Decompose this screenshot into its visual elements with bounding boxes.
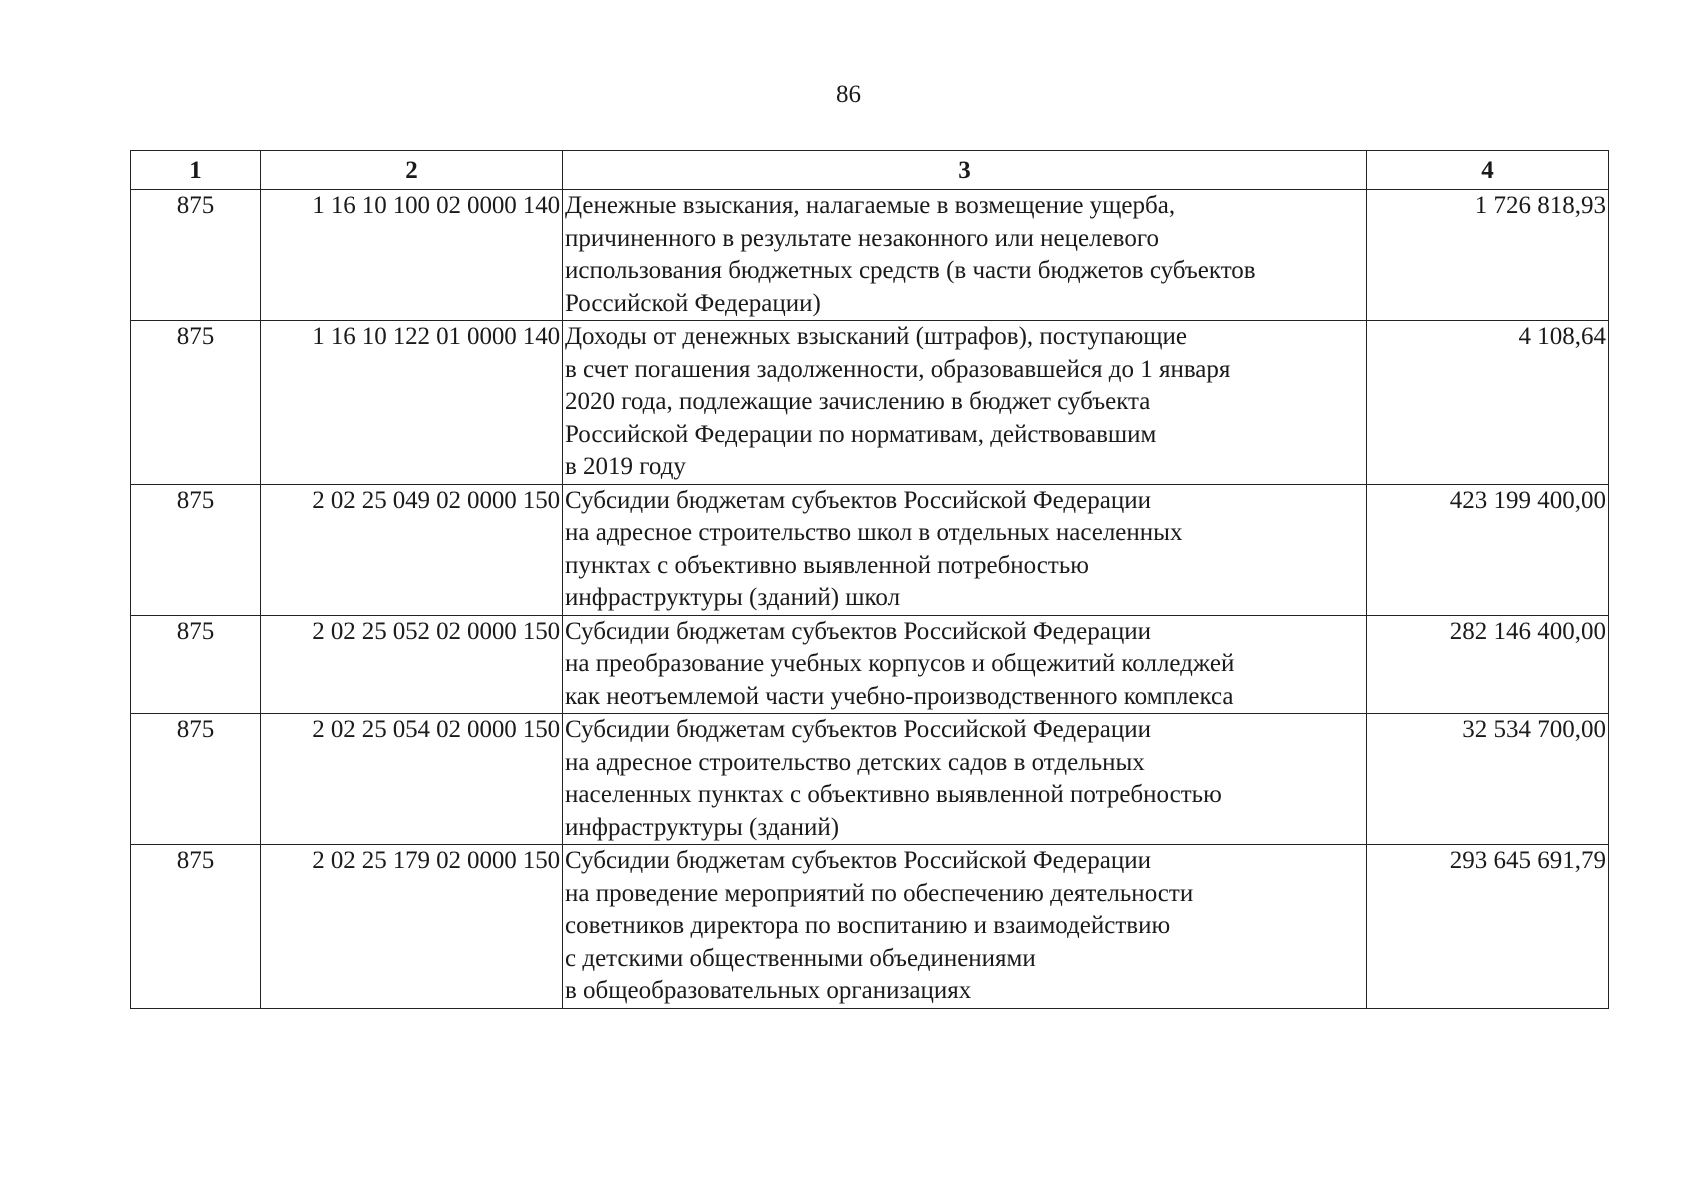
column-header-3: 3 [563, 151, 1367, 190]
revenue-name-line: как неотъемлемой части учебно-производственного комплекса [565, 682, 1234, 710]
revenue-name-line: Российской Федерации по нормативам, действовавшим [565, 420, 1157, 448]
column-header-1: 1 [131, 151, 261, 190]
budget-code-cell: 2 02 25 049 02 0000 150 [261, 484, 563, 615]
budget-code-cell: 2 02 25 052 02 0000 150 [261, 615, 563, 714]
admin-code-cell: 875 [131, 190, 261, 321]
admin-code-cell: 875 [131, 714, 261, 845]
revenue-name-cell [563, 190, 1367, 321]
revenue-name-line: на адресное строительство детских садов в отдельных [565, 748, 1145, 776]
revenue-name-line: Денежные взыскания, налагаемые в возмещение ущерба, [565, 192, 1176, 219]
revenue-name-line: Доходы от денежных взысканий (штрафов), поступающие [565, 323, 1187, 350]
table-row [131, 714, 1609, 845]
revenue-name-line: инфраструктуры (зданий) школ [565, 584, 901, 611]
revenue-name-line: Субсидии бюджетам субъектов Российской Федерации [565, 716, 1151, 743]
revenue-name-line: с детскими общественными объединениями [565, 944, 1036, 972]
table-row [131, 484, 1609, 615]
column-header-2: 2 [261, 151, 563, 190]
revenue-name-line: в общеобразовательных организациях [565, 977, 972, 1004]
amount-cell: 293 645 691,79 [1367, 845, 1609, 1009]
revenue-name-line: в счет погашения задолженности, образовавшейся до 1 января [565, 355, 1231, 383]
budget-code-cell: 1 16 10 122 01 0000 140 [261, 321, 563, 485]
amount-cell: 4 108,64 [1367, 321, 1609, 485]
table-row [131, 845, 1609, 1009]
revenue-name-line: населенных пунктах с объективно выявленной потребностью [565, 781, 1222, 808]
revenue-name-line: на проведение мероприятий по обеспечению деятельности [565, 879, 1194, 907]
revenue-name-line: 2020 года, подлежащие зачислению в бюджет субъекта [565, 388, 1151, 415]
amount-cell: 423 199 400,00 [1367, 484, 1609, 615]
revenue-name-cell [563, 615, 1367, 714]
revenue-name-cell [563, 845, 1367, 1009]
revenue-name-line: советников директора по воспитанию и взаимодействию [565, 912, 1171, 939]
revenue-name-line: инфраструктуры (зданий) [565, 813, 840, 841]
revenue-name-line: Субсидии бюджетам субъектов Российской Федерации [565, 617, 1151, 645]
revenue-name-line: Субсидии бюджетам субъектов Российской Федерации [565, 847, 1151, 874]
revenue-name-line: на адресное строительство школ в отдельных населенных [565, 519, 1183, 546]
revenue-name-line: на преобразование учебных корпусов и общежитий колледжей [565, 650, 1235, 677]
revenue-name-line: использования бюджетных средств (в части бюджетов субъектов [565, 257, 1256, 284]
revenue-name-line: Российской Федерации) [565, 289, 821, 317]
revenue-name-line: в 2019 году [565, 453, 686, 480]
revenue-name-line: причиненного в результате незаконного или нецелевого [565, 224, 1159, 252]
table-header-row [131, 151, 1609, 190]
amount-cell: 32 534 700,00 [1367, 714, 1609, 845]
budget-code-cell: 2 02 25 179 02 0000 150 [261, 845, 563, 1009]
column-header-4: 4 [1367, 151, 1609, 190]
admin-code-cell: 875 [131, 484, 261, 615]
budget-code-cell: 2 02 25 054 02 0000 150 [261, 714, 563, 845]
revenue-name-line: пунктах с объективно выявленной потребностью [565, 551, 1089, 579]
revenue-name-cell [563, 714, 1367, 845]
table-row [131, 321, 1609, 485]
admin-code-cell: 875 [131, 615, 261, 714]
revenue-name-cell [563, 484, 1367, 615]
admin-code-cell: 875 [131, 321, 261, 485]
revenue-name-line: Субсидии бюджетам субъектов Российской Федерации [565, 486, 1151, 514]
revenue-table [130, 150, 1609, 1009]
revenue-name-cell [563, 321, 1367, 485]
page-number: 86 [836, 81, 861, 108]
amount-cell: 282 146 400,00 [1367, 615, 1609, 714]
table-row [131, 615, 1609, 714]
budget-code-cell: 1 16 10 100 02 0000 140 [261, 190, 563, 321]
table-row [131, 190, 1609, 321]
amount-cell: 1 726 818,93 [1367, 190, 1609, 321]
admin-code-cell: 875 [131, 845, 261, 1009]
